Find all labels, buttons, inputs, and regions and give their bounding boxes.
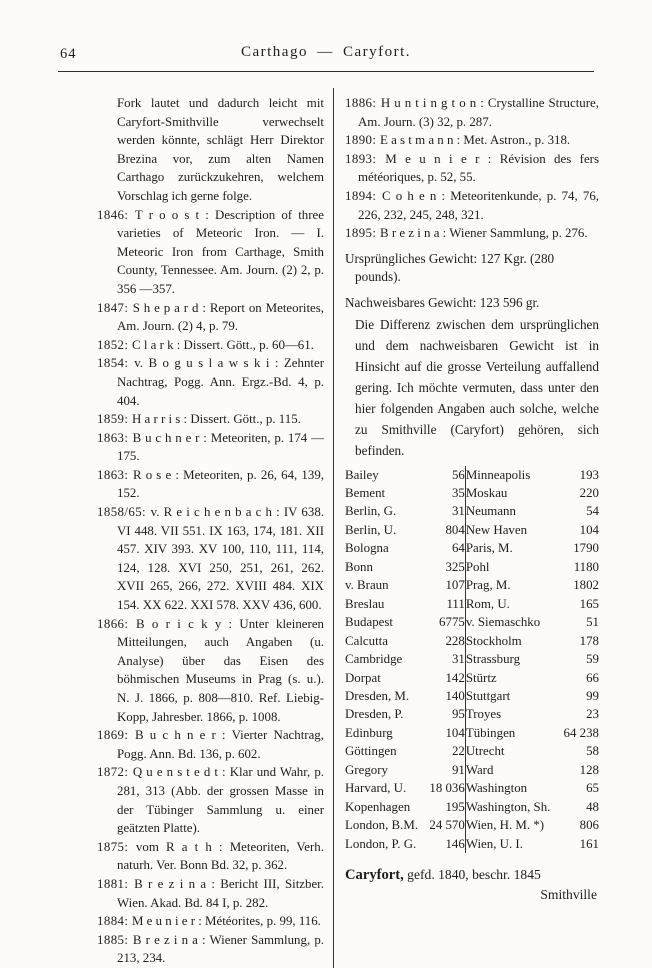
entry-text: vom R a t h : Meteoriten, Verh. naturh. Ver. Bonn Bd. 32, p. 362.	[117, 839, 324, 873]
collection-name: Minneapolis	[465, 467, 531, 482]
collection-grams: 128	[579, 762, 599, 777]
collection-grams: 161	[579, 836, 599, 851]
entry-year: 1859:	[97, 412, 132, 427]
entry-year: 1863:	[97, 430, 133, 445]
bibliography-entry	[97, 429, 324, 466]
collection-grams: 195	[429, 798, 465, 816]
bibliography-right	[345, 94, 599, 243]
collection-name: Prag, M.	[465, 578, 511, 593]
intro-paragraph: Fork lautet und dadurch leicht mit Caryfort-Smithville verwechselt werden könnte, schlägt Herr Direktor Brezina vor, zum alten Namen Carthago zurückzukehren, welchem Vorschlag ich gerne folge.	[117, 96, 324, 203]
collection-name: Berlin, U.	[345, 522, 397, 537]
collection-name: Stockholm	[465, 633, 522, 648]
collection-name: Harvard, U.	[345, 781, 407, 796]
table-row	[345, 632, 599, 650]
collection-name: Budapest	[345, 615, 393, 630]
bibliography-entry	[345, 131, 599, 150]
bibliography-entry	[345, 224, 599, 243]
collection-grams: 58	[586, 744, 599, 759]
entry-year: 1875:	[97, 839, 136, 854]
table-row	[345, 539, 599, 557]
collection-name: Göttingen	[345, 744, 397, 759]
collection-name: Bailey	[345, 467, 379, 482]
entry-year: 1866:	[97, 616, 137, 631]
bibliography-entry	[97, 912, 324, 931]
collection-name: Rom, U.	[465, 596, 510, 611]
text-columns	[84, 88, 610, 968]
table-row	[345, 779, 599, 797]
collection-grams: 35	[429, 484, 465, 502]
entry-year: 1854:	[97, 356, 135, 371]
table-row	[345, 835, 599, 853]
collection-name: Washington, Sh.	[465, 799, 551, 814]
entry-text: B u c h n e r : Meteoriten, p. 174 —175.	[117, 430, 324, 464]
collection-grams: 24 570	[429, 816, 465, 834]
collection-name: v. Braun	[345, 578, 389, 593]
collection-grams: 31	[429, 502, 465, 520]
collection-grams: 54	[586, 504, 599, 519]
entry-year: 1884:	[97, 914, 132, 929]
entry-name: Caryfort,	[345, 867, 404, 884]
collection-name: Dorpat	[345, 670, 381, 685]
entry-year: 1894:	[345, 188, 382, 203]
difference-paragraph: Die Differenz zwischen dem ursprünglichen und dem nachweisbaren Gewicht ist in Hinsicht auf die grosse Verteilung auffallend gering. Ich möchte vermuten, dass unter den hier folgenden Angaben auch solche, welche zu Smithville (Caryfort) gehören, sich befinden.	[355, 316, 599, 458]
entry-year: 1885:	[97, 932, 133, 947]
collection-grams: 804	[429, 521, 465, 539]
entry-year: 1847:	[97, 300, 133, 315]
collection-name: Stürtz	[465, 670, 497, 685]
bibliography-entry	[345, 94, 599, 131]
table-row	[345, 798, 599, 816]
bibliography-entry	[97, 299, 324, 336]
collection-grams: 142	[429, 669, 465, 687]
original-weight-line: Ursprüngliches Gewicht: 127 Kgr. (280 pounds).	[345, 250, 555, 285]
entry-text: M e u n i e r : Révision des fers météoriques, p. 52, 55.	[358, 151, 599, 185]
collection-name: Breslau	[345, 596, 385, 611]
entry-text: v. R e i c h e n b a c h : IV 638. VI 448. VII 551. IX 163, 174, 181. XII 457. XIV 393. XV 100, 110, 111, 114, 124, 128. XVI 250, 251, 261, 262. XVII 265, 266, 272. XVIII 484. XIX 154. XX 622. XXI 578. XXV 436, 600.	[117, 505, 324, 613]
collection-name: Bologna	[345, 541, 389, 556]
table-row	[345, 595, 599, 613]
collection-grams: 51	[586, 615, 599, 630]
entry-text: C o h e n : Meteoritenkunde, p. 74, 76, 226, 232, 245, 248, 321.	[358, 188, 599, 222]
entry-year: 1863:	[97, 467, 133, 482]
entry-year: 1846:	[97, 207, 135, 222]
collection-grams: 95	[429, 705, 465, 723]
collection-name: Tübingen	[465, 725, 516, 740]
entry-text: Q u e n s t e d t : Klar und Wahr, p. 281, 313 (Abb. der grossen Masse in der Tübinger Sammlung u. einer geätzten Platte).	[117, 765, 324, 836]
entry-details: gefd. 1840, beschr. 1845	[403, 867, 541, 883]
bibliography-entry	[97, 615, 324, 727]
collection-grams: 56	[429, 466, 465, 484]
bibliography-entry	[97, 336, 324, 355]
entry-text: T r o o s t : Description of three varieties of Meteoric Iron. — I. Meteoric Iron from Carthage, Smith County, Tennessee. Am. Journ. (2) 2, p. 356 —357.	[117, 207, 324, 296]
entry-year: 1895:	[345, 226, 380, 241]
table-row	[345, 613, 599, 631]
collection-name: Neumann	[465, 504, 516, 519]
collection-grams: 1180	[573, 559, 599, 574]
table-row	[345, 705, 599, 723]
entry-year: 1886:	[345, 96, 381, 110]
table-row	[345, 687, 599, 705]
collection-name: Dresden, M.	[345, 688, 410, 703]
table-row	[345, 466, 599, 484]
table-row	[345, 558, 599, 576]
verified-weight-line: Nachweisbares Gewicht: 123 596 gr.	[345, 294, 540, 310]
entry-location: Smithville	[540, 887, 597, 903]
collection-name: Paris, M.	[465, 541, 513, 556]
table-row	[345, 742, 599, 760]
bibliography-entry	[97, 763, 324, 837]
left-column	[84, 88, 333, 968]
entry-text: R o s e : Meteoriten, p. 26, 64, 139, 152.	[117, 467, 324, 501]
table-row	[345, 576, 599, 594]
collection-grams: 193	[579, 467, 599, 482]
collection-name: London, B.M.	[345, 818, 419, 833]
collection-grams: 1802	[573, 578, 599, 593]
collection-name: London, P. G.	[345, 836, 417, 851]
collection-name: Berlin, G.	[345, 504, 397, 519]
entry-text: v. B o g u s l a w s k i : Zehnter Nachtrag, Pogg. Ann. Ergz.-Bd. 4, p. 404.	[117, 356, 324, 408]
collection-name: Wien, U. I.	[465, 836, 523, 851]
entry-text: M e u n i e r : Météorites, p. 99, 116.	[132, 914, 321, 929]
right-column	[334, 88, 599, 968]
collection-name: Stuttgart	[465, 688, 511, 703]
collection-grams: 178	[579, 633, 599, 648]
collection-grams: 325	[429, 558, 465, 576]
table-row	[345, 724, 599, 742]
collection-grams: 104	[579, 522, 599, 537]
bibliography-left	[97, 206, 324, 968]
entry-text: H a r r i s : Dissert. Gött., p. 115.	[132, 412, 301, 427]
collection-grams: 6775	[429, 613, 465, 631]
bibliography-entry	[97, 838, 324, 875]
bibliography-entry	[97, 726, 324, 763]
bibliography-entry	[97, 875, 324, 912]
entry-text: B o r i c k y : Unter kleineren Mitteilungen, auch Angaben (u. Analyse) über das Eisen des böhmischen Museums in Prag (s. u.). N. J. 1866, p. 808—810. Ref. Liebig-Kopp, Jahresber. 1866, p. 1008.	[117, 616, 324, 724]
collection-grams: 140	[429, 687, 465, 705]
entry-year: 1869:	[97, 728, 135, 743]
collection-grams: 66	[586, 670, 599, 685]
entry-text: B r e z i n a : Bericht III, Sitzber. Wien. Akad. Bd. 84 I, p. 282.	[117, 876, 324, 910]
table-row	[345, 521, 599, 539]
collection-grams: 64 238	[563, 725, 599, 740]
collection-name: Wien, H. M. *)	[465, 818, 545, 833]
collection-name: Bement	[345, 485, 386, 500]
table-row	[345, 761, 599, 779]
collection-name: v. Siemaschko	[465, 615, 541, 630]
collection-grams: 59	[586, 652, 599, 667]
collection-name: Troyes	[465, 707, 502, 722]
entry-text: C l a r k : Dissert. Gött., p. 60—61.	[132, 337, 314, 352]
entry-text: H u n t i n g t o n : Crystalline Structure, Am. Journ. (3) 32, p. 287.	[358, 96, 599, 129]
entry-year: 1852:	[97, 337, 132, 352]
collection-grams: 146	[429, 835, 465, 853]
collection-grams: 111	[429, 595, 465, 613]
collection-grams: 104	[429, 724, 465, 742]
entry-text: B r e z i n a : Wiener Sammlung, p. 213, 234.	[117, 932, 324, 966]
collection-name: Strassburg	[465, 652, 521, 667]
collection-grams: 31	[429, 650, 465, 668]
collection-name: Moskau	[465, 485, 508, 500]
bibliography-entry	[345, 187, 599, 224]
bibliography-entry	[97, 466, 324, 503]
collection-name: Dresden, P.	[345, 707, 404, 722]
bibliography-entry	[97, 354, 324, 410]
distribution-table-body	[345, 466, 599, 854]
collection-grams: 91	[429, 761, 465, 779]
collection-name: Utrecht	[465, 744, 505, 759]
table-row	[345, 502, 599, 520]
collection-name: Calcutta	[345, 633, 388, 648]
collection-name: Gregory	[345, 762, 388, 777]
collection-grams: 18 036	[429, 779, 465, 797]
collection-grams: 22	[429, 742, 465, 760]
collection-name: Edinburg	[345, 725, 393, 740]
collection-grams: 99	[586, 688, 599, 703]
collection-grams: 220	[579, 485, 599, 500]
collection-name: New Haven	[465, 522, 528, 537]
table-row	[345, 816, 599, 834]
page-header	[58, 44, 594, 66]
bibliography-entry	[97, 410, 324, 429]
collection-grams: 48	[586, 799, 599, 814]
entry-year: 1893:	[345, 151, 386, 166]
entry-year: 1890:	[345, 133, 380, 148]
bibliography-entry	[97, 503, 324, 615]
collection-name: Cambridge	[345, 652, 403, 667]
table-row	[345, 650, 599, 668]
distribution-table	[345, 466, 599, 854]
page-number: 64	[60, 46, 77, 62]
bibliography-entry	[97, 206, 324, 299]
collection-grams: 806	[579, 818, 599, 833]
running-head-title: Carthago — Caryfort.	[240, 44, 412, 60]
collection-grams: 23	[586, 707, 599, 722]
collection-name: Ward	[465, 762, 494, 777]
entry-text: E a s t m a n n : Met. Astron., p. 318.	[380, 133, 571, 148]
entry-year: 1881:	[97, 876, 135, 891]
entry-text: B u c h n e r : Vierter Nachtrag, Pogg. Ann. Bd. 136, p. 602.	[117, 728, 324, 761]
header-rule	[58, 71, 594, 74]
bibliography-entry	[345, 150, 599, 187]
collection-grams: 1790	[573, 541, 599, 556]
entry-text: S h e p a r d : Report on Meteorites, Am. Journ. (2) 4, p. 79.	[117, 300, 324, 334]
entry-year: 1872:	[97, 765, 133, 780]
bibliography-entry	[97, 931, 324, 968]
collection-name: Bonn	[345, 559, 373, 574]
collection-grams: 165	[579, 596, 599, 611]
entry-text: B r e z i n a : Wiener Sammlung, p. 276.	[380, 226, 588, 241]
next-entry-heading	[345, 865, 599, 885]
collection-grams: 228	[429, 632, 465, 650]
table-row	[345, 669, 599, 687]
table-row	[345, 484, 599, 502]
collection-name: Kopenhagen	[345, 799, 411, 814]
entry-year: 1858/65:	[97, 505, 151, 520]
collection-grams: 64	[429, 539, 465, 557]
collection-name: Washington	[465, 781, 528, 796]
collection-name: Pohl	[465, 559, 490, 574]
collection-grams: 65	[586, 781, 599, 796]
collection-grams: 107	[429, 576, 465, 594]
